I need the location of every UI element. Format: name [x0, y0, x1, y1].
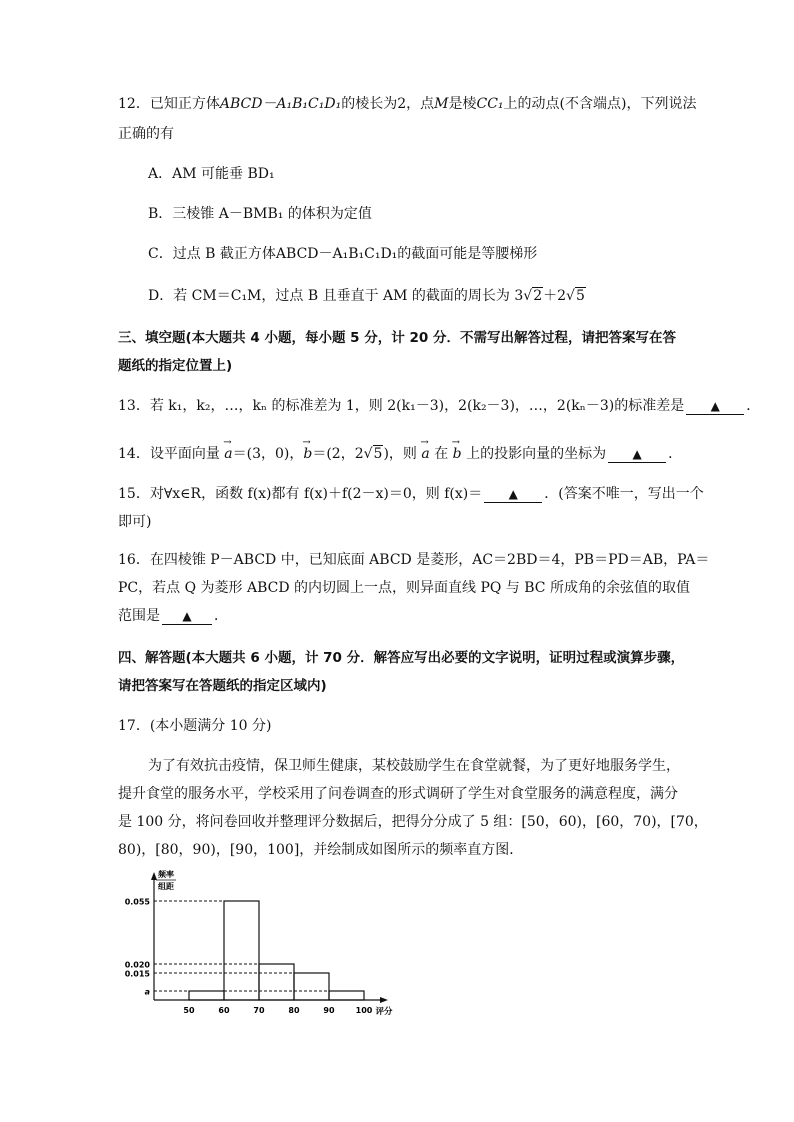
q14-text: 上的投影向量的坐标为 [461, 446, 607, 462]
q12-edge: CC₁ [476, 96, 504, 112]
q13-end: ． [746, 398, 761, 414]
q15-answer-blank[interactable]: ▲ [484, 486, 542, 503]
x-tick-label: 70 [253, 1006, 265, 1015]
vector-a: → a [421, 444, 429, 464]
y-axis-label-top: 频率 [158, 870, 174, 879]
x-tick-label: 100 [355, 1006, 373, 1015]
q14-text: 在 [429, 446, 453, 462]
q17-paragraph-line1: 为了有效抗击疫情，保卫师生健康，某校鼓励学生在食堂就餐，为了更好地服务学生， [148, 758, 680, 774]
q17-title: 17．(本小题满分 10 分) [118, 718, 272, 734]
x-tick-label: 50 [183, 1006, 195, 1015]
histogram-bar [259, 964, 294, 1000]
q16-line2: PC，若点 Q 为菱形 ABCD 的内切圆上一点，则异面直线 PQ 与 BC 所成角的余弦值的取值 [118, 580, 690, 596]
q14-text: ＝(2，2 [312, 446, 364, 462]
q17-paragraph-line4: 80)，[80，90)，[90，100]，并绘制成如图所示的频率直方图． [118, 842, 524, 858]
vector-b: → b [453, 444, 462, 464]
q14-answer-blank[interactable]: ▲ [608, 446, 666, 463]
option-plus: ＋2 [543, 288, 567, 304]
y-axis-arrow [151, 872, 157, 880]
q12-stem-c: 是棱 [448, 96, 477, 112]
x-tick-label: 80 [288, 1006, 300, 1015]
histogram-bar [329, 991, 364, 1000]
q12-option-d [148, 286, 586, 306]
sqrt-radicand: 5 [575, 288, 585, 304]
q14-text: ＝(3，0)， [232, 446, 304, 462]
q15-line1 [118, 484, 704, 504]
option-label: C． [148, 246, 173, 262]
q15-line2: 即可) [118, 514, 152, 530]
sqrt-symbol: √ [363, 446, 373, 462]
y-tick-label: a [144, 987, 150, 997]
x-tick-label: 60 [218, 1006, 230, 1015]
sqrt-symbol: √ [566, 288, 575, 304]
option-text: AM 可能垂 BD₁ [172, 166, 275, 182]
option-text: 过点 B 截正方体ABCD－A₁B₁C₁D₁的截面可能是等腰梯形 [172, 246, 538, 262]
y-tick-label: 0.020 [124, 960, 150, 970]
vector-b: → b [303, 444, 312, 464]
q12-option-a [148, 164, 275, 184]
q16-line1: 16．在四棱锥 P－ABCD 中，已知底面 ABCD 是菱形，AC＝2BD＝4，PB＝PD＝AB，PA＝ [118, 552, 710, 568]
histogram-bar [294, 973, 329, 1000]
option-text: 若 CM＝C₁M，过点 B 且垂直于 AM 的截面的周长为 3 [173, 288, 524, 304]
option-label: A． [148, 166, 173, 182]
option-text: 三棱锥 A－BMB₁ 的体积为定值 [172, 206, 372, 222]
section4-heading-line2: 请把答案写在答题纸的指定区域内) [118, 678, 327, 694]
sqrt-radicand: 5 [373, 446, 383, 462]
q17-paragraph-line2: 提升食堂的服务水平，学校采用了问卷调查的形式调研了学生对食堂服务的满意程度，满分 [118, 786, 678, 802]
q14-end: ． [668, 446, 683, 462]
q16-answer-blank[interactable]: ▲ [162, 608, 212, 625]
section4-heading-line1: 四、解答题(本大题共 6 小题，计 70 分．解答应写出必要的文字说明，证明过程或演算步骤， [118, 650, 685, 666]
q13 [118, 396, 760, 416]
q12-cube-name: ABCD－A₁B₁C₁D₁ [219, 96, 342, 112]
q14-text: )，则 [383, 446, 422, 462]
option-label: D． [148, 288, 174, 304]
histogram-bar [189, 991, 224, 1000]
q12-stem-d: 上的动点(不含端点)，下列说法 [503, 96, 697, 112]
q12-stem-a: 已知正方体 [149, 96, 220, 112]
q13-answer-blank[interactable]: ▲ [686, 398, 744, 415]
section3-heading-line2: 题纸的指定位置上) [118, 358, 233, 374]
x-axis-label: 评分 [375, 1007, 393, 1017]
y-axis-label-bottom: 组距 [158, 882, 174, 891]
histogram-bar [224, 901, 259, 1000]
q12-stem-b: 的棱长为2，点 [341, 96, 435, 112]
sqrt-radicand: 2 [533, 288, 543, 304]
sqrt-symbol: √ [523, 288, 533, 304]
y-tick-label: 0.015 [124, 969, 150, 979]
q12-number: 12． [118, 96, 150, 112]
x-tick-label: 90 [323, 1006, 335, 1015]
frequency-histogram [118, 866, 418, 1026]
q12-option-c [148, 244, 537, 264]
q13-text: 13．若 k₁，k₂，…，kₙ 的标准差为 1，则 2(k₁－3)，2(k₂－3)，…，2(kₙ－3)的标准差是 [118, 398, 685, 414]
q16-end: ． [214, 608, 228, 624]
q15-text: ．(答案不唯一，写出一个 [544, 486, 704, 502]
q15-text: 15．对∀x∈R，函数 f(x)都有 f(x)＋f(2－x)＝0，则 f(x)＝ [118, 486, 483, 502]
q14-text: 14．设平面向量 [118, 446, 225, 462]
x-axis-arrow [380, 997, 388, 1003]
q12-stem-line2: 正确的有 [118, 126, 174, 142]
q14 [118, 444, 682, 464]
vector-a: → a [224, 444, 232, 464]
option-label: B． [148, 206, 173, 222]
q12-point-m: M [434, 96, 449, 112]
q12-stem-line1 [118, 94, 696, 114]
section3-heading-line1: 三、填空题(本大题共 4 小题，每小题 5 分，计 20 分．不需写出解答过程，请把答案写在答 [118, 330, 676, 346]
y-tick-label: 0.055 [124, 897, 150, 907]
q17-paragraph-line3: 是 100 分，将问卷回收并整理评分数据后，把得分分成了 5 组：[50，60)，[60，70)，[70， [118, 814, 708, 830]
q16-line3 [118, 606, 228, 626]
q16-text: 范围是 [118, 608, 160, 624]
q12-option-b [148, 204, 372, 224]
